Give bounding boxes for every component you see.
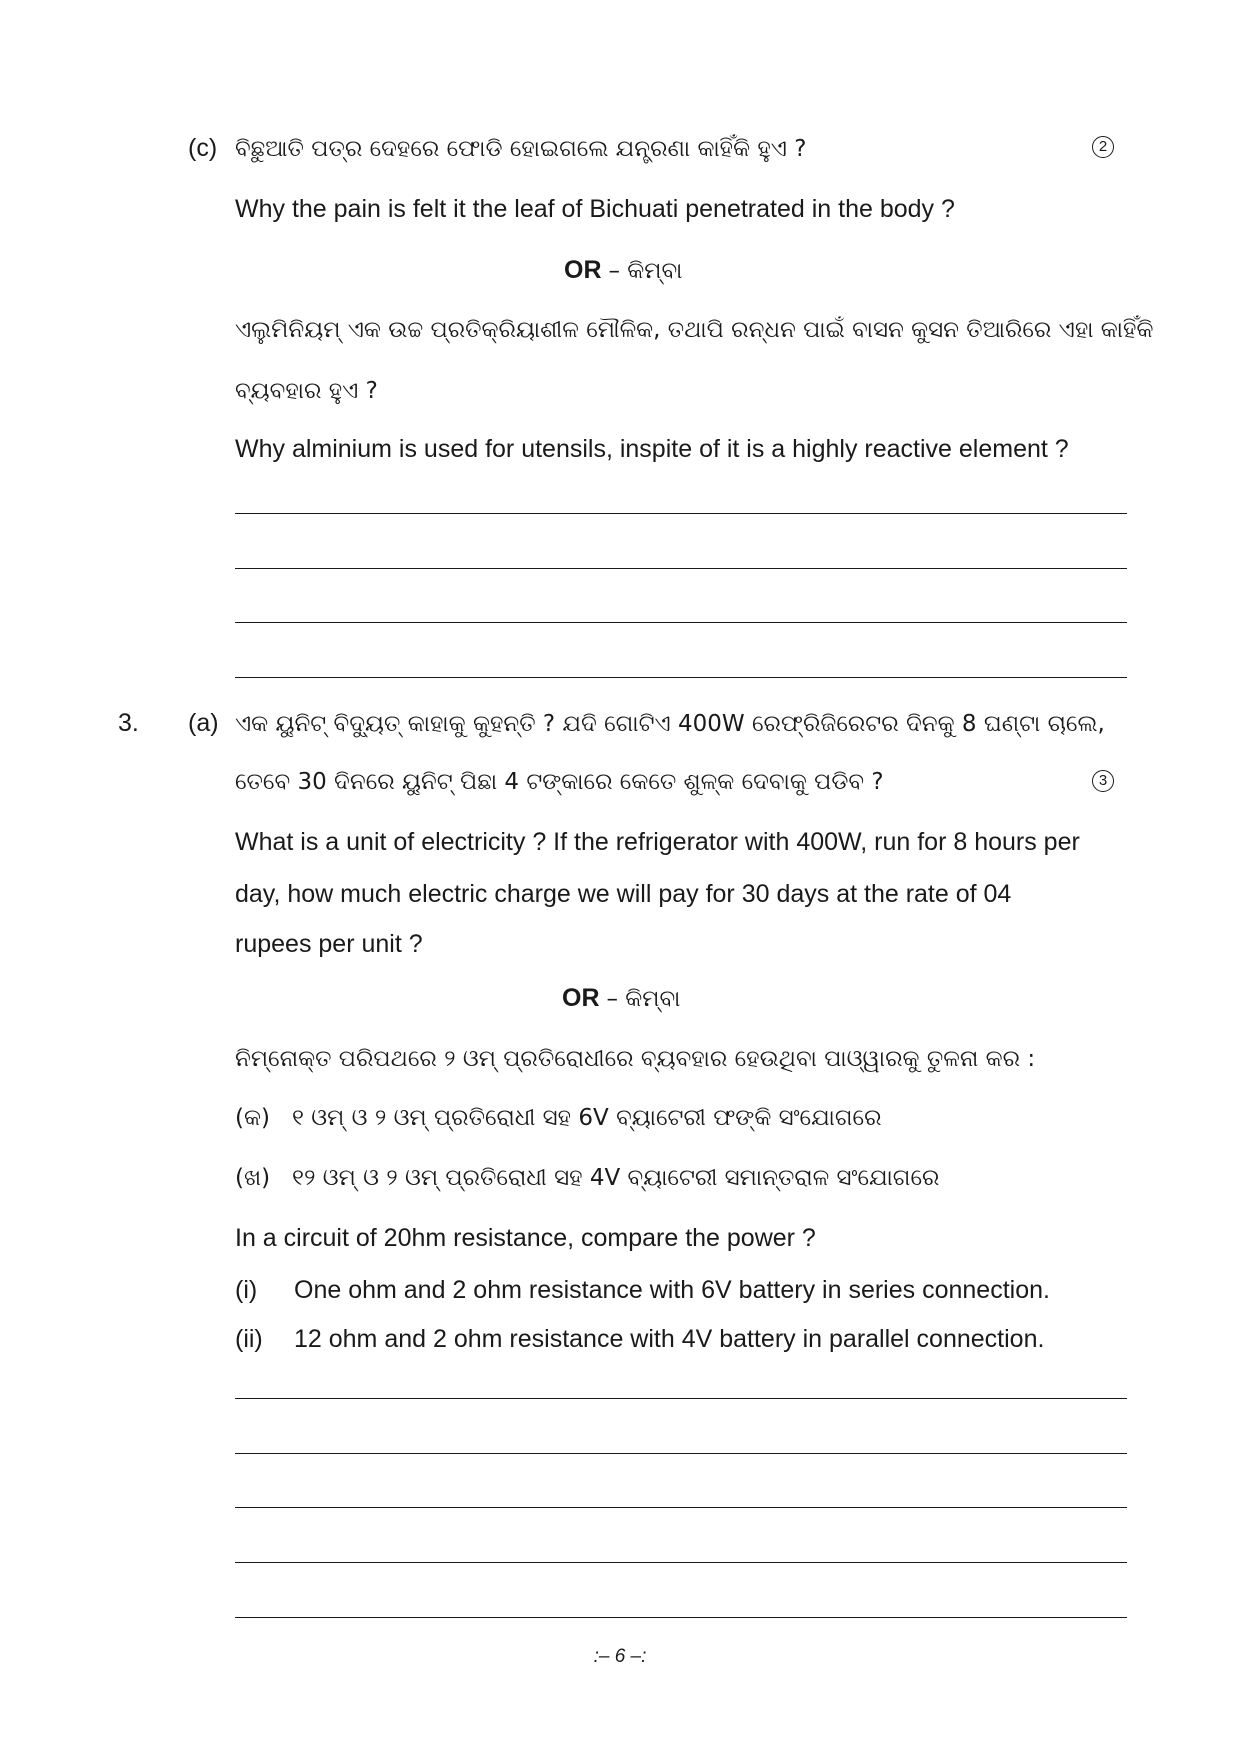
question-3a-odia-line2: ତେବେ 30 ଦିନରେ ୟୁନିଟ୍ ପିଛା 4 ଟଙ୍କାରେ କେତେ ଶୁଳ୍କ ଦେବାକୁ ପଡିବ ? xyxy=(235,769,884,795)
answer-line[interactable] xyxy=(235,568,1127,569)
or-separator xyxy=(562,982,680,1015)
answer-line[interactable] xyxy=(235,1398,1127,1399)
or-label-odia: – କିମ୍ବା xyxy=(606,986,681,1012)
question-2c-alt-odia-line2: ବ୍ୟବହାର ହୁଏ ? xyxy=(235,378,378,404)
question-part-label: (a) xyxy=(188,709,219,737)
question-3a-english-line1: What is a unit of electricity ? If the refrigerator with 400W, run for 8 hours per xyxy=(235,828,1080,856)
answer-line[interactable] xyxy=(235,1617,1127,1618)
page-number: :– 6 –: xyxy=(593,1646,647,1667)
answer-line[interactable] xyxy=(235,622,1127,623)
question-3a-alt-odia-intro: ନିମ୍ନୋକ୍ତ ପରିପଥରେ ୨ ଓମ୍ ପ୍ରତିରୋଧୀରେ ବ୍ୟବହାର ହେଉଥିବା ପାଓ୍ୱାରକୁ ତୁଳନା କର : xyxy=(235,1046,1036,1072)
or-label: OR xyxy=(562,984,600,1012)
answer-line[interactable] xyxy=(235,1453,1127,1454)
question-2c-alt-english: Why alminium is used for utensils, inspite of it is a highly reactive element ? xyxy=(235,435,1069,463)
marks-badge: 2 xyxy=(1092,136,1114,158)
answer-line[interactable] xyxy=(235,1562,1127,1563)
question-3a-english-line3: rupees per unit ? xyxy=(235,930,423,958)
marks-badge: 3 xyxy=(1092,770,1114,792)
or-label-odia: – କିମ୍ବା xyxy=(608,258,683,284)
answer-line[interactable] xyxy=(235,513,1127,514)
question-part-label: (c) xyxy=(188,134,218,162)
option-ka-text: ୧ ଓମ୍ ଓ ୨ ଓମ୍ ପ୍ରତିରୋଧୀ ସହ 6V ବ୍ୟାଟେରୀ ଫଙ୍କି ସଂଯୋଗରେ xyxy=(292,1105,882,1131)
option-ii-label: (ii) xyxy=(235,1325,263,1353)
question-3a-alt-english-intro: In a circuit of 20hm resistance, compare the power ? xyxy=(235,1224,816,1252)
option-kha-text: ୧୨ ଓମ୍ ଓ ୨ ଓମ୍ ପ୍ରତିରୋଧୀ ସହ 4V ବ୍ୟାଟେରୀ ସମାନ୍ତରାଳ ସଂଯୋଗରେ xyxy=(292,1165,940,1191)
answer-line[interactable] xyxy=(235,677,1127,678)
question-2c-odia: ବିଛୁଆତି ପତ୍ର ଦେହରେ ଫୋଡି ହୋଇଗଲେ ଯନ୍ତ୍ରଣା କାହିଁକି ହୁଏ ? xyxy=(235,136,807,162)
option-ka-label: (କ) xyxy=(235,1105,270,1131)
option-i-label: (i) xyxy=(235,1276,258,1304)
option-i-text: One ohm and 2 ohm resistance with 6V battery in series connection. xyxy=(294,1276,1050,1304)
or-label: OR xyxy=(564,256,602,284)
or-separator xyxy=(564,254,682,287)
question-number: 3. xyxy=(118,709,139,737)
question-2c-alt-odia-line1: ଏଲୁମିନିୟମ୍ ଏକ ଉଚ୍ଚ ପ୍ରତିକ୍ରିୟାଶୀଳ ମୌଳିକ, ତଥାପି ରନ୍ଧନ ପାଇଁ ବାସନ କୁସନ ତିଆରିରେ ଏହା କାହିଁକି xyxy=(235,317,1154,343)
question-3a-english-line2: day, how much electric charge we will pay for 30 days at the rate of 04 xyxy=(235,880,1012,908)
question-3a-odia-line1: ଏକ ୟୁନିଟ୍ ବିଦ୍ୟୁତ୍ କାହାକୁ କୁହନ୍ତି ? ଯଦି ଗୋଟିଏ 400W ରେଫ୍ରିଜିରେଟର ଦିନକୁ 8 ଘଣ୍ଟା ଚାଲେ, xyxy=(235,711,1105,737)
option-ii-text: 12 ohm and 2 ohm resistance with 4V battery in parallel connection. xyxy=(294,1325,1045,1353)
option-kha-label: (ଖ) xyxy=(235,1165,271,1191)
question-2c-english: Why the pain is felt it the leaf of Bichuati penetrated in the body ? xyxy=(235,195,955,223)
answer-line[interactable] xyxy=(235,1507,1127,1508)
